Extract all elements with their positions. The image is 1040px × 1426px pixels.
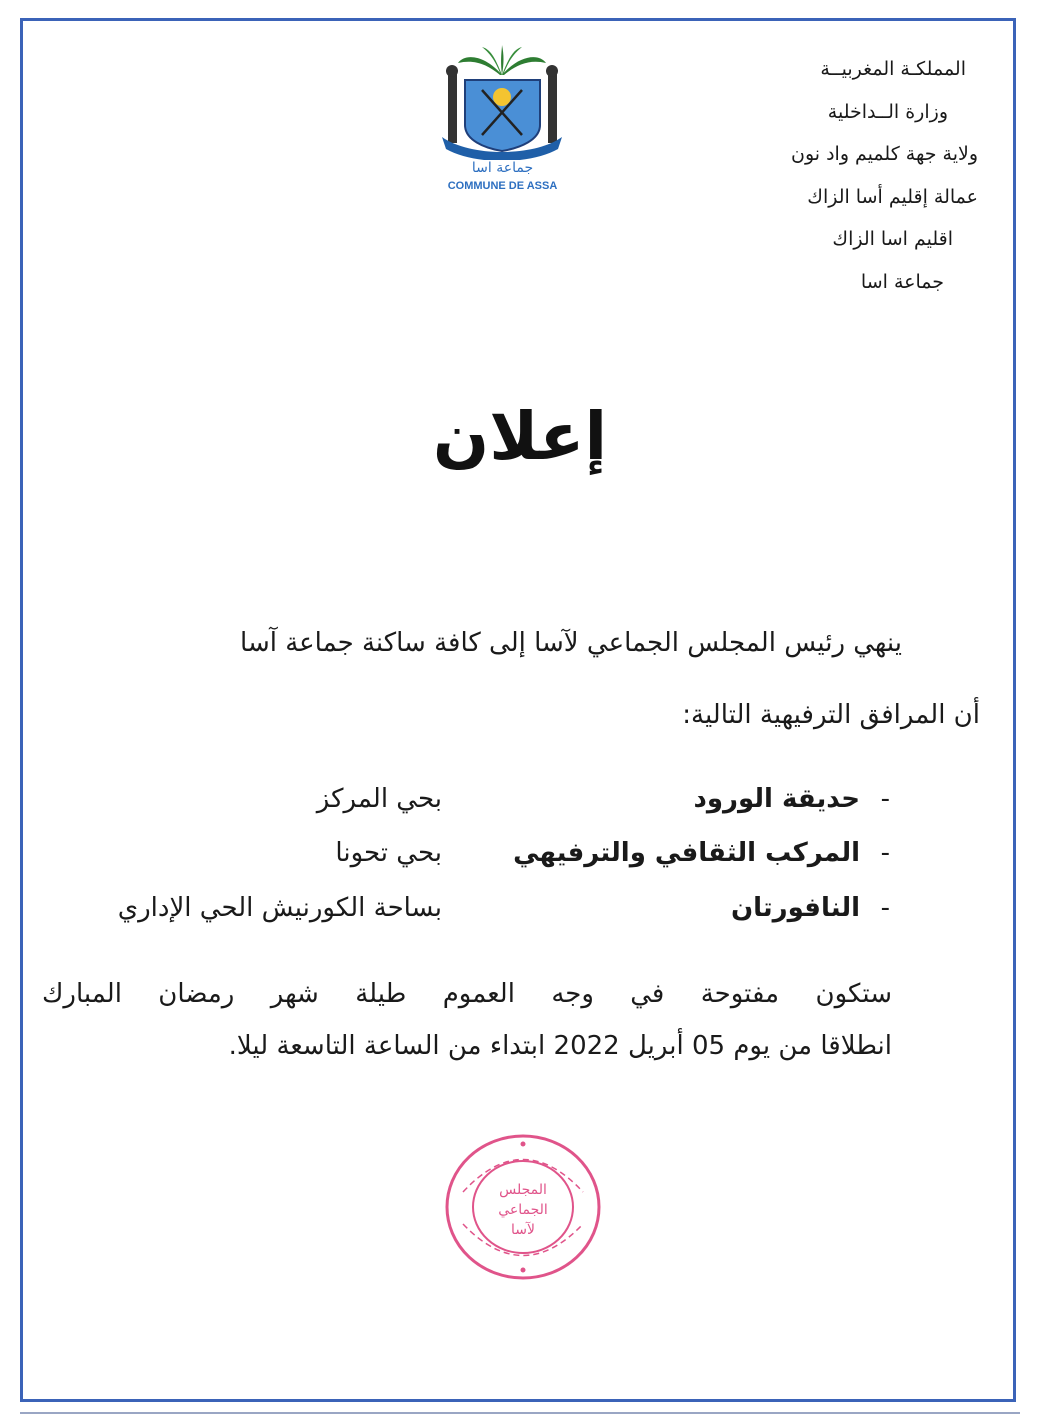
list-bullet: - [880, 838, 890, 868]
logo-arabic-text: جماعة اسا [471, 160, 534, 176]
commune-logo [430, 45, 575, 205]
intro-line-2: أن المرافق الترفيهية التالية: [682, 700, 980, 730]
stamp-seal-icon [443, 1132, 603, 1282]
header-block [678, 48, 978, 303]
page-title: إعلان [432, 398, 608, 475]
logo-french-text: COMMUNE DE ASSA [447, 180, 558, 192]
header-line-kingdom: المملكـة المغربيــة [820, 58, 966, 80]
header-line-region: ولاية جهة كلميم واد نون [790, 143, 978, 165]
svg-text:الجماعي: الجماعي [498, 1202, 548, 1218]
facility-name: حديقة الورود [693, 784, 860, 814]
svg-text:لآسا: لآسا [511, 1222, 535, 1238]
emblem-icon [430, 45, 575, 160]
facility-location: بحي المركز [316, 784, 442, 814]
header-line-ministry: وزارة الــداخلية [827, 100, 948, 123]
list-bullet: - [880, 784, 890, 814]
closing-line-2: انطلاقا من يوم 05 أبريل 2022 ابتداء من الساعة التاسعة ليلا. [228, 1031, 892, 1061]
svg-text:المجلس: المجلس [499, 1182, 547, 1198]
facility-name: النافورتان [730, 893, 860, 923]
official-stamp [443, 1132, 603, 1282]
intro-line-1: ينهي رئيس المجلس الجماعي لآسا إلى كافة ساكنة جماعة آسا [240, 628, 902, 658]
bottom-rule [20, 1412, 1020, 1414]
facility-location: بحي تحونا [335, 838, 442, 868]
closing-paragraph [42, 968, 892, 1072]
facility-location: بساحة الكورنيش الحي الإداري [117, 893, 442, 923]
header-line-province: اقليم اسا الزاك [832, 228, 953, 250]
closing-line-1: ستكون مفتوحة في وجه العموم طيلة شهر رمضان المبارك [42, 979, 892, 1009]
header-line-prefecture: عمالة إقليم أسا الزاك [807, 185, 978, 208]
facility-name: المركب الثقافي والترفيهي [513, 838, 860, 868]
header-line-commune: جماعة اسا [860, 270, 944, 293]
list-bullet: - [880, 893, 890, 923]
